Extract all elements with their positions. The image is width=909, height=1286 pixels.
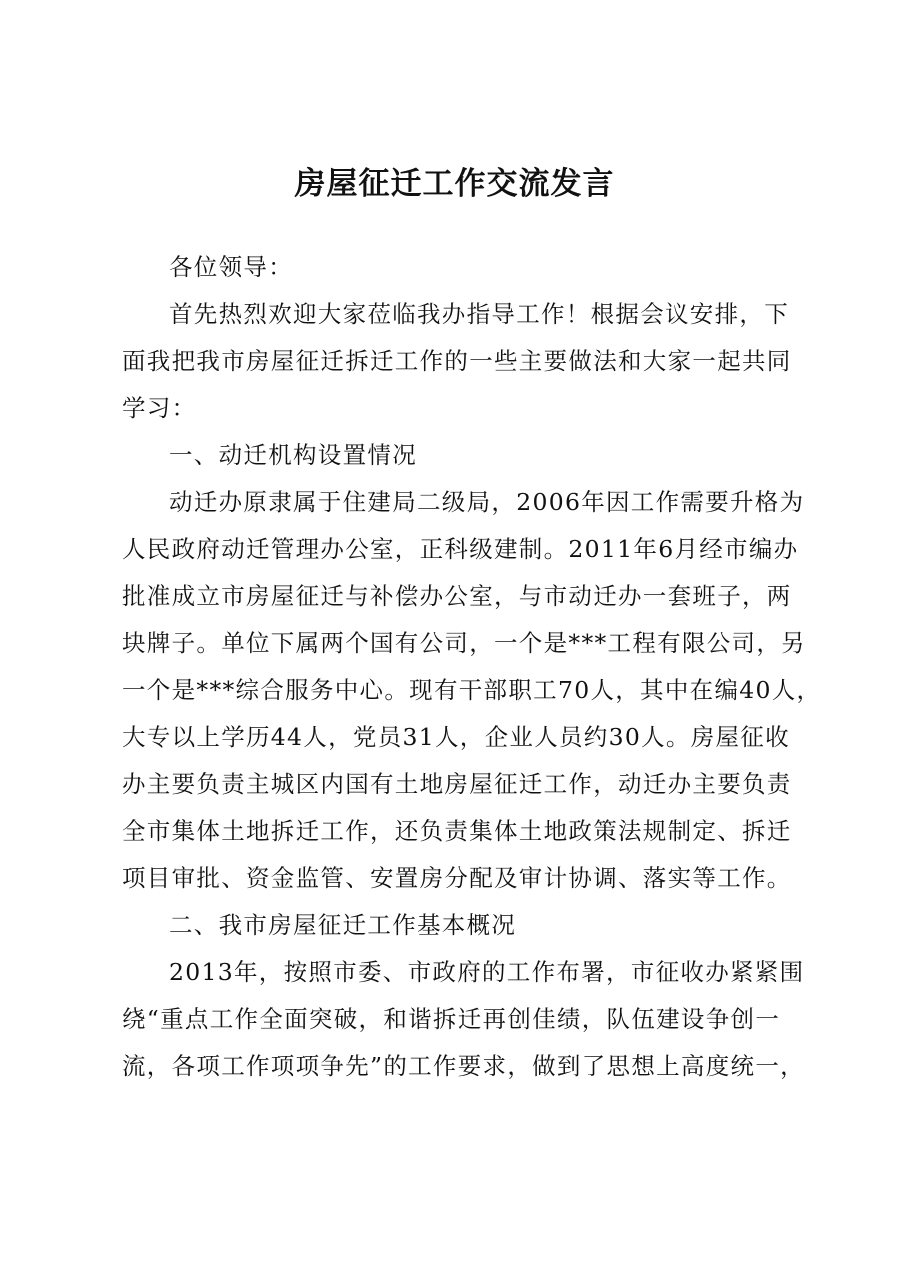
document-title: 房屋征迁工作交流发言 (294, 166, 615, 202)
text-line: 全市集体土地拆迁工作，还负责集体土地政策法规制定、拆迁 (122, 817, 792, 845)
text-line: 动迁办原隶属于住建局二级局，2006年因工作需要升格为 (169, 488, 805, 516)
intro-paragraph (122, 291, 798, 432)
salutation: 各位领导： (169, 253, 293, 281)
text-line: 绕“重点工作全面突破，和谐拆迁再创佳绩，队伍建设争创一 (122, 1005, 781, 1033)
section-heading-1: 一、动迁机构设置情况 (169, 441, 417, 469)
section-1-paragraph (122, 479, 822, 902)
section-2-paragraph (122, 949, 805, 1090)
text-line: 块牌子。单位下属两个国有公司，一个是***工程有限公司，另 (122, 629, 806, 657)
text-line: 面我把我市房屋征迁拆迁工作的一些主要做法和大家一起共同 (122, 347, 792, 375)
text-line: 办主要负责主城区内国有土地房屋征迁工作，动迁办主要负责 (122, 770, 792, 798)
text-line: 大专以上学历44人，党员31人，企业人员约30人。房屋征收 (122, 723, 790, 751)
text-line: 2013年，按照市委、市政府的工作布署，市征收办紧紧围 (169, 958, 805, 986)
text-line: 人民政府动迁管理办公室，正科级建制。2011年6月经市编办 (122, 535, 799, 563)
text-line: 学习： (122, 394, 197, 422)
section-heading-2: 二、我市房屋征迁工作基本概况 (169, 911, 517, 939)
text-line: 一个是***综合服务中心。现有干部职工70人，其中在编40人， (122, 676, 822, 704)
text-line: 项目审批、资金监管、安置房分配及审计协调、落实等工作。 (122, 864, 792, 892)
text-line: 批准成立市房屋征迁与补偿办公室，与市动迁办一套班子，两 (122, 582, 792, 610)
text-line: 首先热烈欢迎大家莅临我办指导工作！根据会议安排，下 (169, 300, 789, 328)
text-line: 流，各项工作项项争先”的工作要求，做到了思想上高度统一， (122, 1052, 805, 1080)
document-body (122, 244, 822, 1090)
